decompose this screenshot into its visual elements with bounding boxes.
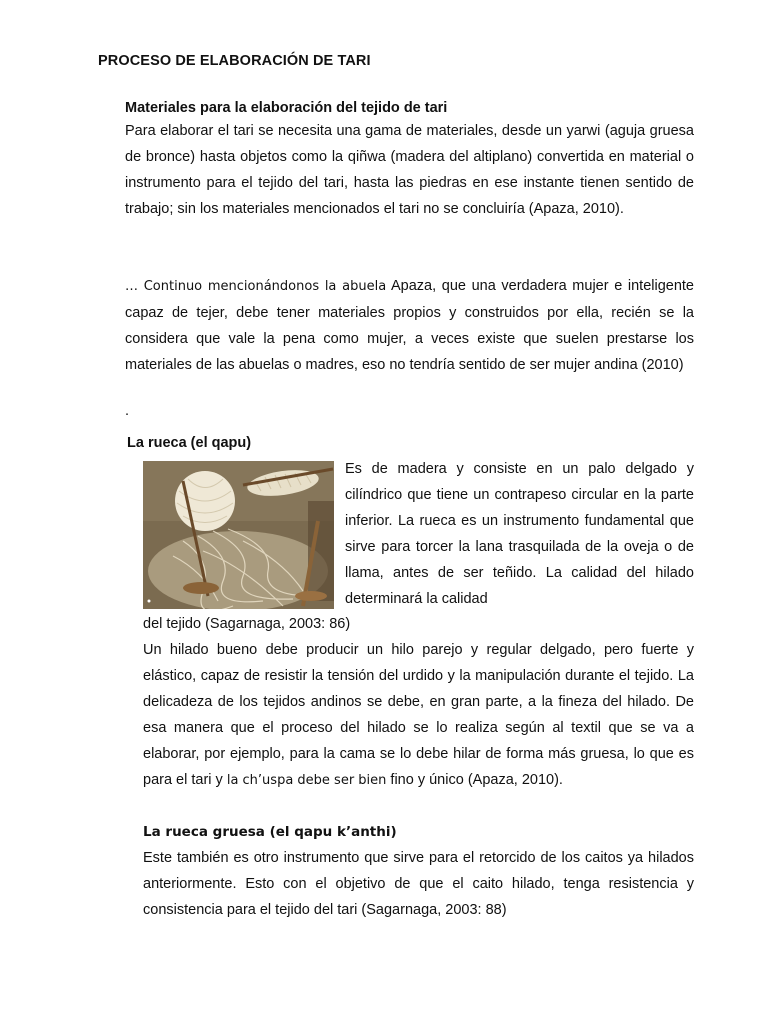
paragraph-hilado-text-b: la ch’uspa debe ser bien bbox=[226, 773, 387, 788]
paragraph-rueca-beside-image: Es de madera y consiste en un palo delgado y cilíndrico que tiene un contrapeso circular en la parte inferior. La rueca es un instrumento fundamental que sirve para torcer la lana trasquilada de la oveja o de llama, antes de ser teñido. La calidad del hilado determinará la calidad bbox=[345, 461, 694, 607]
paragraph-abuela-apaza bbox=[125, 273, 694, 378]
paragraph-rueca-continuation: del tejido (Sagarnaga, 2003: 86) bbox=[143, 616, 351, 632]
paragraph-hilado-text-a: Un hilado bueno debe producir un hilo parejo y regular delgado, pero fuerte y elástico, capaz de resistir la tensión del urdido y la manipulación durante el tejido. La delicadeza de los tejidos andinos se debe, en gran parte, a la fineza del hilado. De esa manera que el proceso del hilado se lo realiza según al textil que se va a elaborar, por ejemplo, para la cama se lo debe hilar de forma más gruesa, lo que es para el tari y bbox=[143, 642, 694, 788]
document-title: PROCESO DE ELABORACIÓN DE TARI bbox=[98, 53, 371, 69]
quote-lead-text: … Continuo mencionándonos la abuela bbox=[125, 279, 387, 294]
section-heading-rueca-gruesa: La rueca gruesa (el qapu k’anthi) bbox=[143, 824, 397, 840]
spindle-yarn-photo bbox=[143, 461, 334, 609]
paragraph-hilado bbox=[143, 637, 694, 794]
paragraph-abuela-text: Apaza, que una verdadera mujer e inteligente capaz de tejer, debe tener materiales propios y construidos por ella, recién se la considera que vale la pena como mujer, a veces existe que suelen prestarse los materiales de las abuelas o madres, eso no tendría sentido de ser mujer andina (2010) bbox=[125, 278, 694, 373]
paragraph-rueca-gruesa: Este también es otro instrumento que sirve para el retorcido de los caitos ya hilados anteriormente. Esto con el objetivo de que el caito hilado, tenga resistencia y consistencia para el tejido del tari (Sagarnaga, 2003: 88) bbox=[143, 850, 694, 918]
separator-dot: . bbox=[125, 403, 130, 419]
paragraph-hilado-text-c: fino y único (Apaza, 2010). bbox=[386, 772, 563, 788]
paragraph-materiales: Para elaborar el tari se necesita una gama de materiales, desde un yarwi (aguja gruesa de bronce) hasta objetos como la qiñwa (madera del altiplano) convertida en material o instrumento para el tejido del tari, hasta las piedras en ese instante tienen sentido de trabajo; sin los materiales mencionados el tari no se concluiría (Apaza, 2010). bbox=[125, 123, 694, 217]
section-heading-rueca: La rueca (el qapu) bbox=[127, 435, 252, 451]
spindle-yarn-illustration bbox=[143, 461, 334, 609]
section-heading-materiales: Materiales para la elaboración del tejido de tari bbox=[125, 100, 448, 116]
